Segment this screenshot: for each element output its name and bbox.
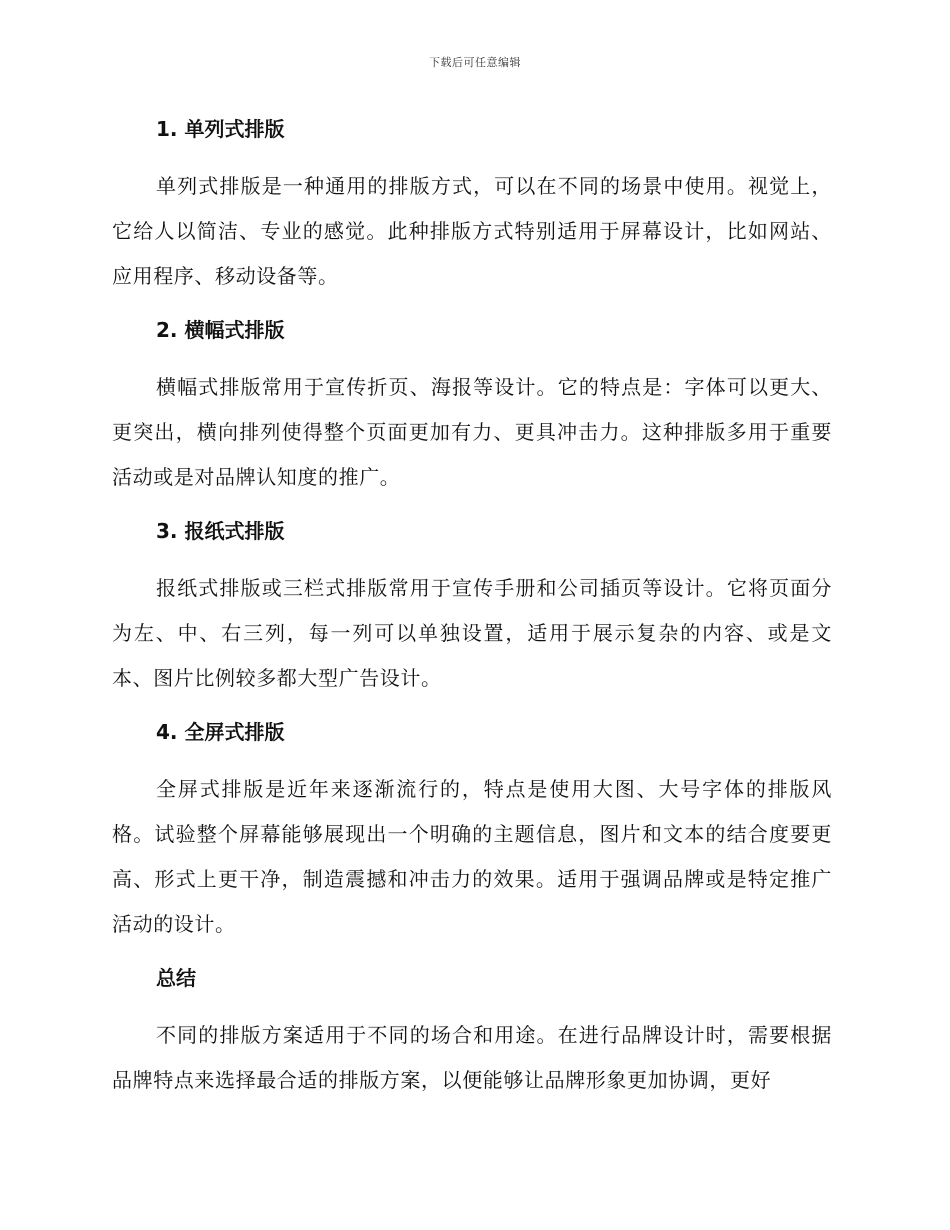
section-heading-4: 4. 全屏式排版 bbox=[156, 720, 285, 744]
section-paragraph-2: 横幅式排版常用于宣传折页、海报等设计。它的特点是：字体可以更大、更突出，横向排列使得整个页面更加有力、更具冲击力。这种排版多用于重要活动或是对品牌认知度的推广。 bbox=[112, 375, 832, 489]
page-header: 下载后可任意编辑 bbox=[429, 56, 521, 69]
section-paragraph-3: 报纸式排版或三栏式排版常用于宣传手册和公司插页等设计。它将页面分为左、中、右三列，每一列可以单独设置，适用于展示复杂的内容、或是文本、图片比例较多都大型广告设计。 bbox=[112, 576, 832, 690]
section-paragraph-4: 全屏式排版是近年来逐渐流行的，特点是使用大图、大号字体的排版风格。试验整个屏幕能够展现出一个明确的主题信息，图片和文本的结合度要更高、形式上更干净，制造震撼和冲击力的效果。适用于强调品牌或是特定推广活动的设计。 bbox=[112, 777, 832, 936]
section-paragraph-summary: 不同的排版方案适用于不同的场合和用途。在进行品牌设计时，需要根据品牌特点来选择最合适的排版方案，以便能够让品牌形象更加协调，更好 bbox=[112, 1023, 832, 1092]
document-body bbox=[112, 112, 832, 1103]
section-heading-2: 2. 横幅式排版 bbox=[156, 318, 285, 342]
section-heading-3: 3. 报纸式排版 bbox=[156, 519, 285, 543]
section-heading-summary: 总结 bbox=[156, 966, 196, 990]
section-paragraph-1: 单列式排版是一种通用的排版方式，可以在不同的场景中使用。视觉上，它给人以简洁、专业的感觉。此种排版方式特别适用于屏幕设计，比如网站、应用程序、移动设备等。 bbox=[112, 174, 832, 288]
section-heading-1: 1. 单列式排版 bbox=[156, 117, 285, 141]
